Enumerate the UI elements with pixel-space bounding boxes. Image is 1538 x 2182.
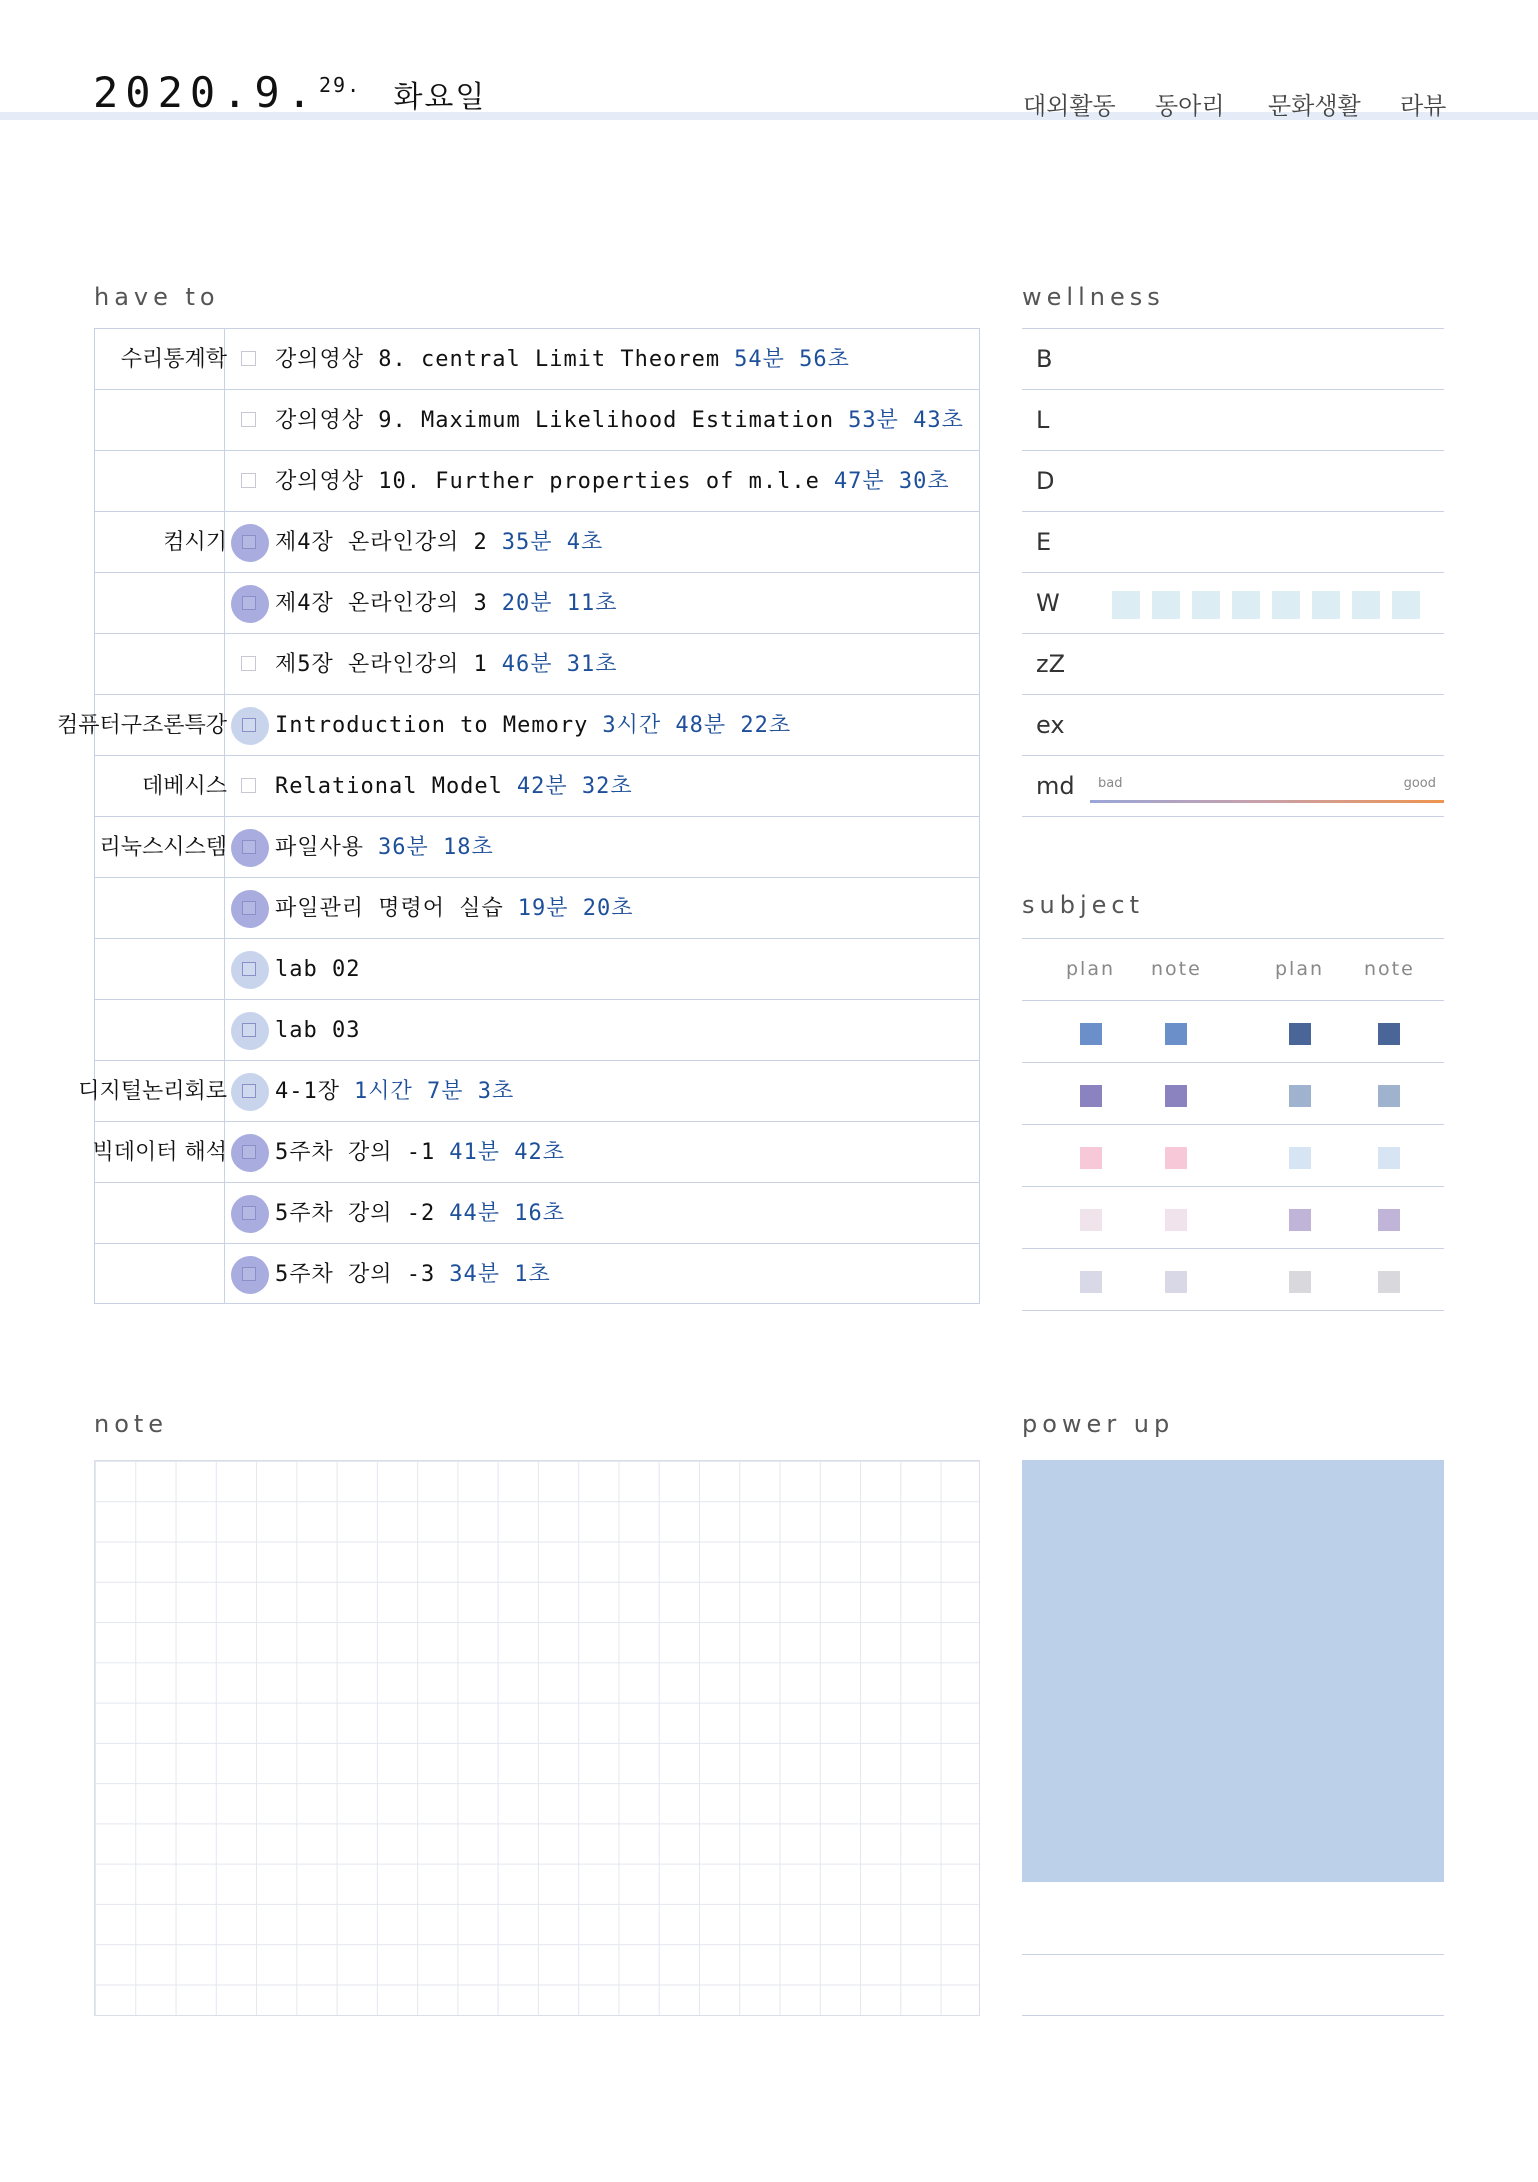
task-text	[275, 573, 617, 634]
date-weekday: 화요일	[393, 80, 487, 115]
nav-tab-activities[interactable]: 대외활동	[1023, 92, 1116, 120]
task-subject: 빅데이터 해석	[92, 1140, 227, 1165]
task-title: Relational Model	[275, 774, 503, 799]
subject-swatch[interactable]	[1080, 1209, 1102, 1231]
water-cup[interactable]	[1312, 591, 1340, 619]
subject-swatch[interactable]	[1289, 1147, 1311, 1169]
task-title: lab 03	[275, 1018, 361, 1043]
task-checkbox[interactable]	[231, 1012, 269, 1050]
wellness-label: B	[1036, 345, 1053, 373]
task-title: 강의영상 10. Further properties of m.l.e	[275, 469, 820, 494]
subject-swatch[interactable]	[1378, 1147, 1400, 1169]
task-duration: 46분 31초	[501, 652, 618, 677]
task-text	[275, 634, 617, 695]
task-duration: 19분 20초	[517, 896, 634, 921]
subject-swatch[interactable]	[1165, 1209, 1187, 1231]
task-title: 제4장 온라인강의 2	[275, 530, 488, 555]
task-subject: 컴퓨터구조론특강	[56, 713, 227, 738]
subject-header: note	[1151, 958, 1202, 980]
subject-row	[1022, 1062, 1444, 1124]
subject-row	[1022, 1124, 1444, 1186]
subject-swatch[interactable]	[1165, 1147, 1187, 1169]
subject-swatch[interactable]	[1080, 1023, 1102, 1045]
wellness-label: W	[1036, 589, 1060, 617]
subject-swatch[interactable]	[1378, 1023, 1400, 1045]
task-text	[275, 756, 633, 817]
task-row	[95, 817, 979, 878]
note-grid[interactable]	[94, 1460, 980, 2016]
nav-tab-club[interactable]: 동아리	[1155, 92, 1225, 120]
subject-swatch[interactable]	[1289, 1085, 1311, 1107]
task-text	[275, 390, 964, 451]
task-duration: 47분 30초	[833, 469, 950, 494]
wellness-row	[1022, 389, 1444, 450]
subject-row	[1022, 1248, 1444, 1311]
task-row	[95, 512, 979, 573]
task-checkbox[interactable]	[231, 951, 269, 989]
water-cup[interactable]	[1352, 591, 1380, 619]
task-row	[95, 329, 979, 390]
task-checkbox[interactable]	[231, 524, 269, 562]
power-up-title: power up	[1022, 1410, 1175, 1438]
task-duration: 41분 42초	[449, 1140, 565, 1165]
task-duration: 1시간 7분 3초	[354, 1079, 515, 1104]
task-title: 파일사용	[275, 835, 365, 860]
task-row	[95, 1244, 979, 1305]
task-title: lab 02	[275, 957, 361, 982]
wellness-label: ex	[1036, 711, 1065, 739]
water-cup[interactable]	[1152, 591, 1180, 619]
subject-title: subject	[1022, 891, 1144, 919]
power-up-line	[1022, 1954, 1444, 1955]
note-title: note	[94, 1410, 169, 1438]
task-text	[275, 1122, 565, 1183]
task-title: 강의영상 8. central Limit Theorem	[275, 347, 721, 372]
task-checkbox[interactable]	[231, 829, 269, 867]
task-row	[56, 695, 979, 756]
task-row	[78, 1061, 979, 1122]
task-text	[275, 451, 950, 512]
task-title: 5주차 강의 -3	[275, 1262, 436, 1287]
subject-swatch[interactable]	[1165, 1023, 1187, 1045]
mood-bad-label: bad	[1098, 776, 1123, 791]
subject-swatch[interactable]	[1378, 1209, 1400, 1231]
task-duration: 54분 56초	[734, 347, 850, 372]
task-text	[275, 695, 791, 756]
mood-good-label: good	[1403, 776, 1436, 791]
have-to-title: have to	[94, 283, 220, 311]
task-row	[95, 1183, 979, 1244]
task-subject: 리눅스시스템	[99, 835, 227, 860]
power-up-box[interactable]	[1022, 1460, 1444, 1882]
subject-header: plan	[1066, 958, 1116, 980]
date-day: 29.	[319, 73, 362, 97]
subject-swatch[interactable]	[1080, 1085, 1102, 1107]
subject-swatch[interactable]	[1289, 1271, 1311, 1293]
task-title: 4-1장	[275, 1079, 340, 1104]
task-row	[95, 573, 979, 634]
water-cup[interactable]	[1392, 591, 1420, 619]
task-checkbox[interactable]	[241, 656, 256, 671]
subject-swatch[interactable]	[1080, 1147, 1102, 1169]
water-cup[interactable]	[1272, 591, 1300, 619]
subject-swatch[interactable]	[1378, 1271, 1400, 1293]
water-cup[interactable]	[1232, 591, 1260, 619]
nav-tab-culture[interactable]: 문화생활	[1268, 92, 1361, 120]
task-text	[275, 329, 850, 390]
task-duration: 44분 16초	[449, 1201, 565, 1226]
task-text	[275, 939, 374, 1000]
wellness-row	[1022, 328, 1444, 389]
task-text	[275, 1244, 551, 1305]
wellness-label: md	[1036, 772, 1075, 800]
task-subject: 수리통계학	[120, 347, 227, 372]
wellness-row	[1022, 450, 1444, 511]
task-checkbox[interactable]	[231, 890, 269, 928]
subject-header: plan	[1275, 958, 1325, 980]
wellness-label: D	[1036, 467, 1055, 495]
wellness-title: wellness	[1022, 283, 1165, 311]
task-duration: 36분 18초	[378, 835, 494, 860]
task-duration: 34분 1초	[449, 1262, 551, 1287]
subject-swatch[interactable]	[1289, 1023, 1311, 1045]
task-checkbox[interactable]	[241, 351, 256, 366]
task-text	[275, 817, 494, 878]
wellness-row	[1022, 511, 1444, 572]
subject-swatch[interactable]	[1165, 1271, 1187, 1293]
page-date	[93, 68, 486, 117]
wellness-row	[1022, 572, 1444, 633]
subject-table	[1022, 938, 1444, 1311]
task-row	[95, 756, 979, 817]
task-text	[275, 878, 634, 939]
mood-bar[interactable]	[1090, 800, 1444, 803]
task-checkbox[interactable]	[231, 585, 269, 623]
task-duration: 3시간 48분 22초	[602, 713, 792, 738]
task-row	[95, 878, 979, 939]
task-title: Introduction to Memory	[275, 713, 589, 738]
task-title: 5주차 강의 -2	[275, 1201, 436, 1226]
date-month: 2020.9.	[93, 68, 320, 117]
nav-tab-review[interactable]: 라뷰	[1400, 92, 1447, 120]
water-cup[interactable]	[1112, 591, 1140, 619]
task-duration: 20분 11초	[501, 591, 618, 616]
wellness-row	[1022, 755, 1444, 817]
task-row	[95, 1000, 979, 1061]
task-checkbox[interactable]	[241, 778, 256, 793]
task-title: 파일관리 명령어 실습	[275, 896, 504, 921]
task-checkbox[interactable]	[231, 1134, 269, 1172]
water-cup[interactable]	[1192, 591, 1220, 619]
task-row	[95, 451, 979, 512]
power-up-line	[1022, 2015, 1444, 2016]
task-row	[95, 634, 979, 695]
wellness-label: zZ	[1036, 650, 1066, 678]
task-checkbox[interactable]	[241, 412, 256, 427]
subject-swatch[interactable]	[1289, 1209, 1311, 1231]
task-subject: 디지털논리회로	[78, 1079, 227, 1104]
task-checkbox[interactable]	[231, 1256, 269, 1294]
task-row	[95, 939, 979, 1000]
subject-swatch[interactable]	[1378, 1085, 1400, 1107]
task-text	[275, 1000, 374, 1061]
subject-header-row	[1022, 938, 1444, 1000]
task-checkbox[interactable]	[241, 473, 256, 488]
task-duration: 42분 32초	[516, 774, 633, 799]
task-subject: 데베시스	[141, 774, 227, 799]
task-text	[275, 512, 603, 573]
wellness-row	[1022, 694, 1444, 755]
wellness-label: L	[1036, 406, 1050, 434]
task-title: 5주차 강의 -1	[275, 1140, 436, 1165]
task-duration: 35분 4초	[501, 530, 604, 555]
task-checkbox[interactable]	[231, 707, 269, 745]
task-text	[275, 1061, 514, 1122]
task-title: 강의영상 9. Maximum Likelihood Estimation	[275, 408, 835, 433]
task-subject: 컴시기	[163, 530, 227, 555]
task-checkbox[interactable]	[231, 1195, 269, 1233]
subject-swatch[interactable]	[1080, 1271, 1102, 1293]
task-text	[275, 1183, 565, 1244]
wellness-tracker	[1022, 328, 1444, 817]
task-row	[92, 1122, 979, 1183]
task-duration: 53분 43초	[848, 408, 964, 433]
wellness-label: E	[1036, 528, 1052, 556]
subject-swatch[interactable]	[1165, 1085, 1187, 1107]
subject-header: note	[1364, 958, 1415, 980]
wellness-row	[1022, 633, 1444, 694]
task-title: 제5장 온라인강의 1	[275, 652, 488, 677]
subject-row	[1022, 1186, 1444, 1248]
task-title: 제4장 온라인강의 3	[275, 591, 488, 616]
have-to-table	[56, 328, 980, 1304]
task-row	[95, 390, 979, 451]
subject-row	[1022, 1000, 1444, 1062]
task-checkbox[interactable]	[231, 1073, 269, 1111]
